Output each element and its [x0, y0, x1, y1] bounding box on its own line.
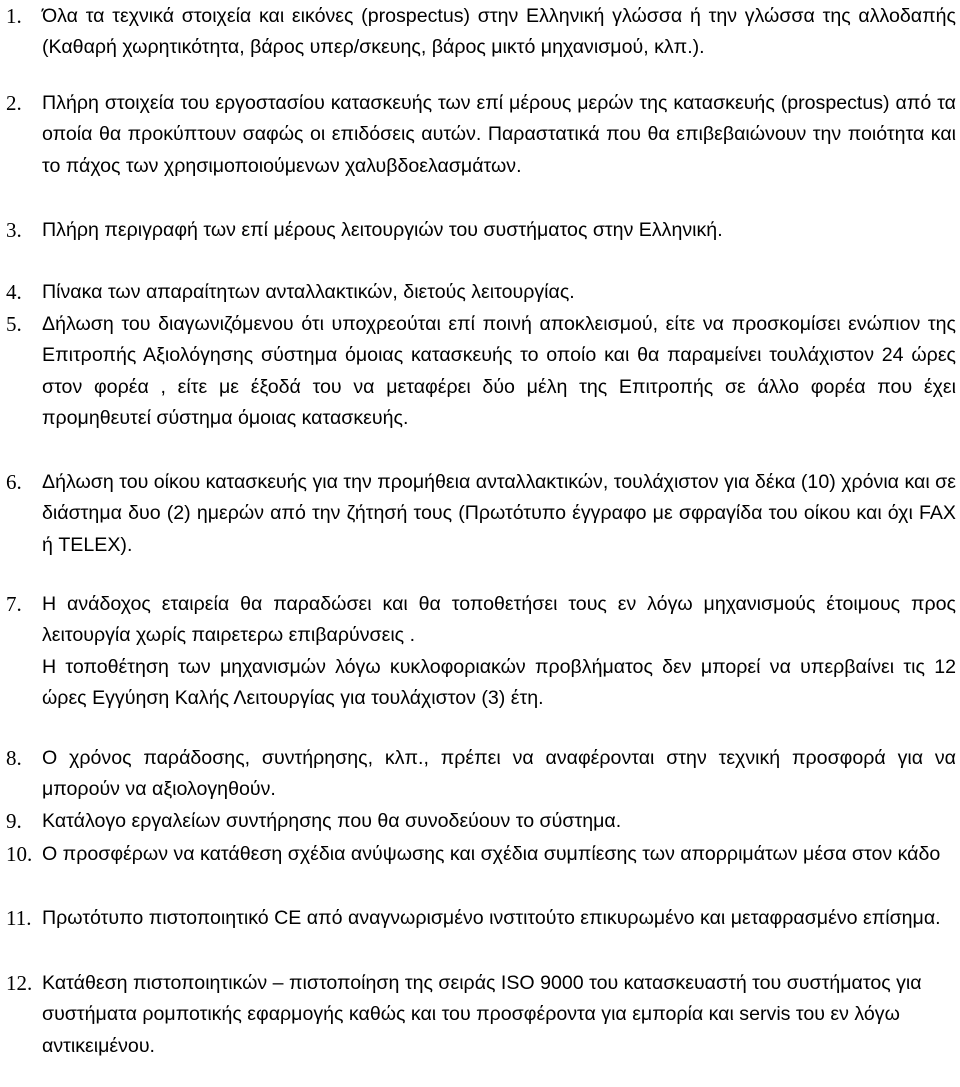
- item-text: Κατάθεση πιστοποιητικών – πιστοποίηση της σειράς ISO 9000 του κατασκευαστή του συστήματος για συστήματα ρομποτικής εφαρμογής καθώς και του προσφέροντα για εμπορία και servis του εν λόγω αντικειμένου.: [42, 972, 922, 1057]
- item-text: Πρωτότυπο πιστοποιητικό CE από αναγνωρισμένο ινστιτούτο επικυρωμένο και μεταφρασμένο επίσημα.: [42, 907, 941, 929]
- item-text: Πλήρη περιγραφή των επί μέρους λειτουργιών του συστήματος στην Ελληνική.: [42, 219, 723, 241]
- item-number: 9.: [6, 809, 22, 833]
- item-text: Κατάλογο εργαλείων συντήρησης που θα συνοδεύουν το σύστημα.: [42, 810, 622, 832]
- item-number: 3.: [6, 218, 22, 242]
- item-number: 6.: [6, 470, 22, 494]
- item-text: Ο προσφέρων να κατάθεση σχέδια ανύψωσης και σχέδια συμπίεσης των απορριμάτων μέσα στον κάδο: [42, 843, 941, 865]
- item-text-continued: Η τοποθέτηση των μηχανισμών λόγω κυκλοφοριακών προβλήματος δεν μπορεί να υπερβαίνει τις 12 ώρες Εγγύηση Καλής Λειτουργίας για τουλάχιστον (3) έτη.: [42, 655, 956, 710]
- item-number: 12.: [6, 971, 33, 995]
- item-number: 8.: [6, 746, 22, 770]
- item-number: 11.: [6, 906, 32, 930]
- item-number: 7.: [6, 592, 22, 616]
- item-text: Δήλωση του οίκου κατασκευής για την προμήθεια ανταλλακτικών, τουλάχιστον για δέκα (10) χρόνια και σε διάστημα δυο (2) ημερών από την ζήτησή τους (Πρωτότυπο έγγραφο με σφραγίδα του οίκου και όχι FAX ή TELEX).: [42, 471, 956, 556]
- item-text: Δήλωση του διαγωνιζόμενου ότι υποχρεούται επί ποινή αποκλεισμού, είτε να προσκομίσει ενώπιον της Επιτροπής Αξιολόγησης σύστημα όμοιας κατασκευής το οποίο και θα παραμείνει τουλάχιστον 24 ώρες στον φορέα , είτε με έξοδά του να μεταφέρει δύο μέλη της Επιτροπής σε άλλο φορέα που έχει προμηθευτεί σύστημα όμοιας κατασκευής.: [42, 313, 956, 430]
- item-number: 5.: [6, 312, 22, 336]
- item-text: Όλα τα τεχνικά στοιχεία και εικόνες (prospectus) στην Ελληνική γλώσσα ή την γλώσσα της αλλοδαπής (Καθαρή χωρητικότητα, βάρος υπερ/σκευης, βάρος μικτό μηχανισμού, κλπ.).: [42, 5, 956, 59]
- item-text: Πίνακα των απαραίτητων ανταλλακτικών, διετούς λειτουργίας.: [42, 281, 575, 303]
- item-number: 10.: [6, 842, 33, 866]
- item-number: 4.: [6, 280, 22, 304]
- item-number: 2.: [6, 91, 22, 115]
- item-number: 1.: [6, 4, 22, 28]
- item-text: Πλήρη στοιχεία του εργοστασίου κατασκευής των επί μέρους μερών της κατασκευής (prospectus) από τα οποία θα προκύπτουν σαφώς οι επιδόσεις αυτών. Παραστατικά που θα επιβεβαιώνουν την ποιότητα και το πάχος των χρησιμοποιούμενων χαλυβδοελασμάτων.: [42, 92, 956, 177]
- item-text: Ο χρόνος παράδοσης, συντήρησης, κλπ., πρέπει να αναφέρονται στην τεχνική προσφορά για να μπορούν να αξιολογηθούν.: [42, 747, 956, 801]
- item-text: Η ανάδοχος εταιρεία θα παραδώσει και θα τοποθετήσει τους εν λόγω μηχανισμούς έτοιμους προς λειτουργία χωρίς παιρετερω επιβαρύνσεις .: [42, 593, 956, 647]
- item-text-group: [42, 589, 956, 715]
